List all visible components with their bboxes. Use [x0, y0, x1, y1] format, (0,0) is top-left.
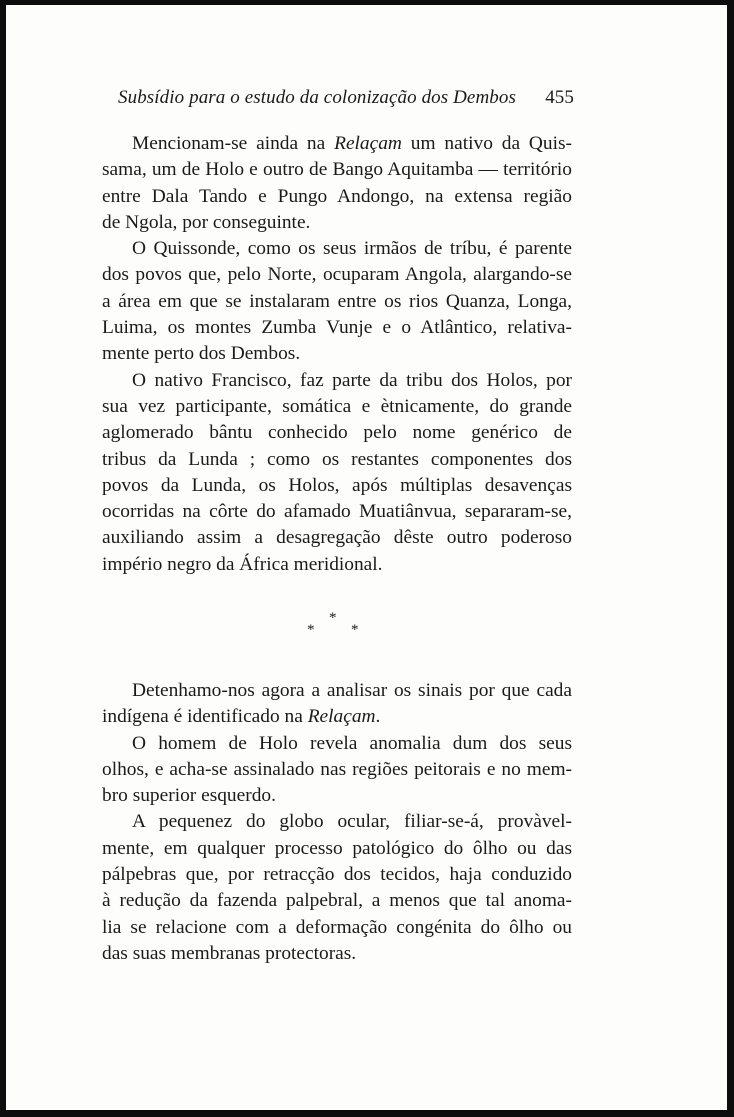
text-line: entre Dala Tando e Pungo Andongo, na extensa região — [102, 185, 572, 207]
text-line: Mencionam-se ainda na Relaçam um nativo da Quis- — [132, 133, 572, 154]
text-line: ocorridas na côrte do afamado Muatiânvua, separaram-se, — [102, 501, 572, 523]
text-line: O homem de Holo revela anomalia dum dos seus — [132, 732, 572, 754]
text-block-2 — [102, 678, 572, 967]
text-line: lia se relacione com a deformação congénita do ôlho ou — [102, 916, 572, 938]
asterisk: * — [351, 622, 359, 638]
asterisk: * — [307, 622, 315, 638]
page-number: 455 — [545, 87, 574, 108]
text-line: olhos, e acha-se assinalado nas regiões peitorais e no mem- — [102, 758, 572, 780]
text-line: a área em que se instalaram entre os rios Quanza, Longa, — [102, 290, 572, 312]
text-line: das suas membranas protectoras. — [102, 942, 357, 964]
running-header — [118, 87, 574, 109]
text-line: A pequenez do globo ocular, filiar-se-á, provàvel- — [132, 811, 572, 833]
text-line: O nativo Francisco, faz parte da tribu dos Holos, por — [132, 369, 572, 391]
text-line: de Ngola, por conseguinte. — [102, 211, 311, 233]
text-line: à redução da fazenda palpebral, a menos que tal anoma- — [102, 890, 572, 912]
text-line: Detenhamo-nos agora a analisar os sinais por que cada — [132, 680, 572, 701]
text-line: pálpebras que, por retracção dos tecidos, haja conduzido — [102, 864, 572, 886]
asterisk: * — [329, 610, 337, 626]
text-line: aglomerado bântu conhecido pelo nome genérico de — [102, 422, 572, 444]
text-line: sama, um de Holo e outro de Bango Aquitamba — território — [102, 159, 572, 181]
text-line: império negro da África meridional. — [102, 553, 383, 575]
text-block-1 — [102, 131, 572, 578]
text-line: indígena é identificado na Relaçam. — [102, 706, 381, 728]
text-line: povos da Lunda, os Holos, após múltiplas desavenças — [102, 474, 572, 496]
text-line: auxiliando assim a desagregação dêste outro poderoso — [102, 527, 572, 549]
text-line: O Quissonde, como os seus irmãos de tríbu, é parente — [132, 238, 572, 260]
section-separator — [0, 611, 734, 641]
text-line: bro superior esquerdo. — [102, 785, 276, 807]
text-line: mente, em qualquer processo patológico do ôlho ou das — [102, 837, 572, 859]
text-line: sua vez participante, somática e ètnicamente, do grande — [102, 395, 572, 417]
text-line: tribus da Lunda ; como os restantes componentes dos — [102, 448, 572, 470]
text-line: dos povos que, pelo Norte, ocuparam Angola, alargando-se — [102, 264, 572, 286]
running-title: Subsídio para o estudo da colonização dos Dembos — [118, 87, 516, 108]
text-line: mente perto dos Dembos. — [102, 343, 301, 365]
text-line: Luima, os montes Zumba Vunje e o Atlântico, relativa- — [102, 317, 572, 339]
